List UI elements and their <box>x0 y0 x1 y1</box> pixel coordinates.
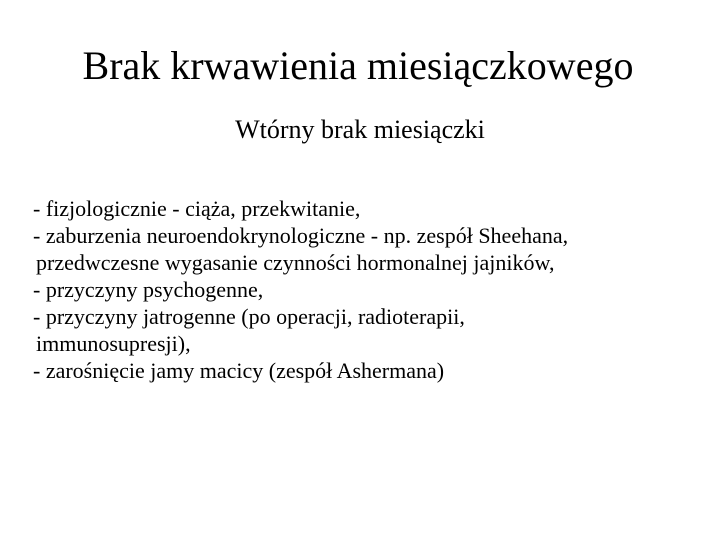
list-item <box>33 195 717 222</box>
causes-list <box>33 195 717 384</box>
list-item-line: - przyczyny psychogenne, <box>33 277 264 302</box>
list-item-line: - przyczyny jatrogenne (po operacji, radioterapii, <box>33 304 465 329</box>
list-item-line-continuation: immunosupresji), <box>36 331 191 356</box>
slide-title: Brak krwawienia miesiączkowego <box>82 43 634 88</box>
list-item <box>33 276 717 303</box>
list-item-line: - zarośnięcie jamy macicy (zespół Ashermana) <box>33 358 445 383</box>
list-item <box>33 357 717 384</box>
list-item <box>33 303 717 357</box>
list-item-line-continuation: przedwczesne wygasanie czynności hormonalnej jajników, <box>36 250 555 275</box>
slide-subtitle: Wtórny brak miesiączki <box>235 115 485 144</box>
list-item-line: - zaburzenia neuroendokrynologiczne - np. zespół Sheehana, <box>33 223 569 248</box>
list-item <box>33 222 717 276</box>
list-item-line: - fizjologicznie - ciąża, przekwitanie, <box>33 196 361 221</box>
